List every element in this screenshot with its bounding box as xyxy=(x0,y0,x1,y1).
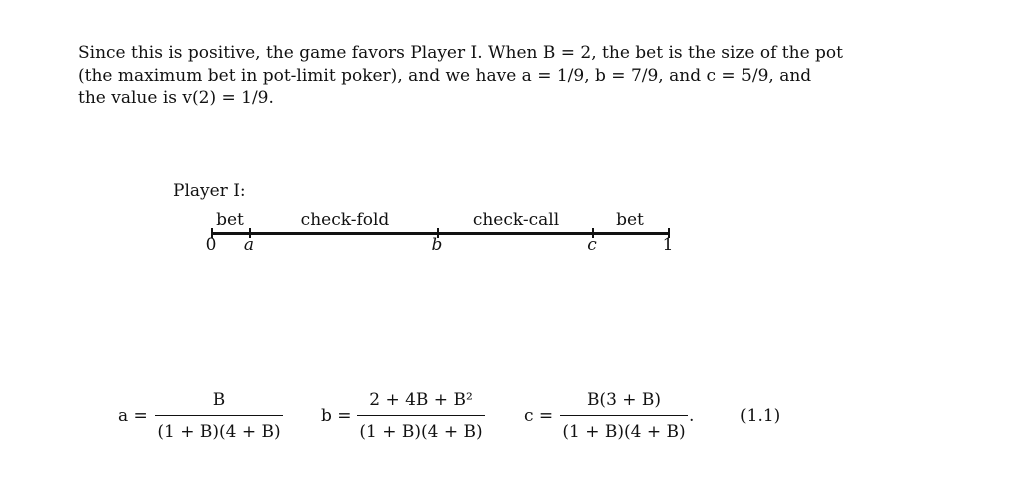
equation-b-fraction-bar xyxy=(357,415,485,416)
tick-label-b: b xyxy=(431,235,443,255)
equation-c-lhs: c = xyxy=(524,406,554,426)
tick-label-a: a xyxy=(243,235,255,255)
equation-c-numerator: B(3 + B) xyxy=(586,390,662,410)
equation-c-fraction-bar xyxy=(560,415,688,416)
diagram-title: Player I: xyxy=(173,181,246,201)
segment-label-check-call: check-call xyxy=(472,210,560,230)
equation-b-lhs: b = xyxy=(321,406,352,426)
paragraph-line-2: (the maximum bet in pot-limit poker), and we have a = 1/9, b = 7/9, and c = 5/9, and xyxy=(78,65,812,86)
equation-a-numerator: B xyxy=(212,390,226,410)
equation-row xyxy=(0,388,1015,448)
equation-b-fraction xyxy=(357,388,485,444)
equation-b-denominator: (1 + B)(4 + B) xyxy=(359,422,483,443)
equation-a-fraction-bar xyxy=(155,415,283,416)
tick-label-0: 0 xyxy=(205,235,217,255)
segment-label-bet-high: bet xyxy=(616,210,644,230)
tick-label-1: 1 xyxy=(662,235,674,255)
tick-label-c: c xyxy=(587,235,597,255)
equation-b-numerator: 2 + 4B + B² xyxy=(369,390,473,410)
equation-a-denominator: (1 + B)(4 + B) xyxy=(157,422,281,443)
body-paragraph xyxy=(78,42,843,110)
equation-c-fraction xyxy=(560,388,688,444)
equation-number: (1.1) xyxy=(740,406,781,426)
equation-c-denominator: (1 + B)(4 + B) xyxy=(562,422,686,443)
segment-label-bet-low: bet xyxy=(216,210,244,230)
equation-a-fraction xyxy=(155,388,283,444)
equation-a-lhs: a = xyxy=(118,406,148,426)
paragraph-line-1: Since this is positive, the game favors Player I. When B = 2, the bet is the size of the pot xyxy=(78,43,843,63)
paragraph-line-3: the value is v(2) = 1/9. xyxy=(78,88,274,108)
equation-trailing-period: . xyxy=(689,406,695,426)
segment-label-check-fold: check-fold xyxy=(300,210,390,230)
